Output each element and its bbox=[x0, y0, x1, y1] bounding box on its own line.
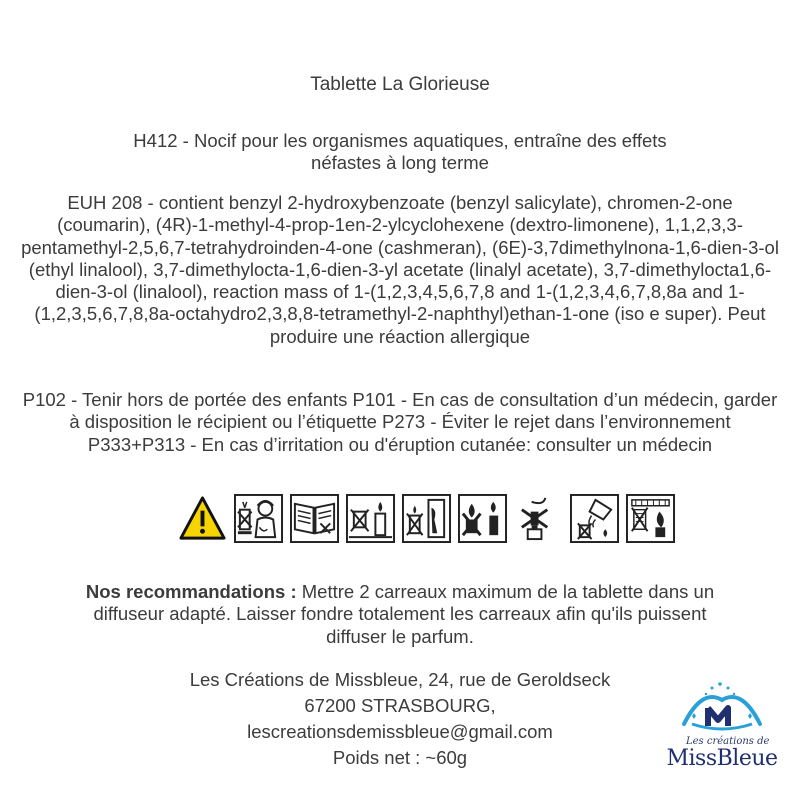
recommendations bbox=[20, 581, 780, 648]
no-open-flame-icon bbox=[346, 494, 395, 543]
no-liquid-on-flame-icon bbox=[570, 494, 619, 543]
precaution-statements: P102 - Tenir hors de portée des enfants P101 - En cas de consultation d’un médecin, garder à disposition le récipient ou l’étiquette P273 - Éviter le rejet dans l’environnement P333+P313 - En cas d’irritation ou d'éruption cutanée: consulter un médecin bbox=[22, 389, 778, 455]
no-draught-icon bbox=[514, 494, 563, 543]
logo-tagline: Les créations de bbox=[686, 736, 770, 747]
address-line-1: Les Créations de Missbleue, 24, rue de Geroldseck bbox=[189, 669, 611, 690]
do-not-leave-unattended-icon bbox=[402, 494, 451, 543]
hazard-statement: H412 - Nocif pour les organismes aquatiques, entraîne des effets néfastes à long terme bbox=[133, 130, 667, 173]
recommendations-text: Mettre 2 carreaux maximum de la tablette dans un diffuseur adapté. Laisser fondre totalement les carreaux afin qu'ils puissent diffuser le parfum. bbox=[93, 581, 715, 647]
no-flammable-objects-icon bbox=[626, 494, 675, 543]
net-weight: Poids net : ~60g bbox=[332, 747, 468, 768]
no-combustion-near-candle-icon bbox=[458, 494, 507, 543]
euh-statement: EUH 208 - contient benzyl 2-hydroxybenzoate (benzyl salicylate), chromen-2-one (coumarin), (4R)-1-methyl-4-prop-1en-2-ylcyclohexene (dextro-limonene), 1,1,2,3,3-pentamethyl-2,5,6,7-tetrahydroinden-4-one (cashmeran), (6E)-3,7dimethylnona-1,6-dien-3-ol (ethyl linalool), 3,7-dimethylocta-1,6-dien-3-yl acetate (linalyl acetate), 3,7-dimethylocta1,6-dien-3-ol (linalool), reaction mass of 1-(1,2,3,4,5,6,7,8 and 1-(1,2,3,4,6,7,8,8a and 1-(1,2,3,5,6,7,8,8a-octahydro2,3,8,8-tetramethyl-2-naphthyl)ethan-1-one (iso e super). Peut produire une réaction allergique bbox=[21, 192, 779, 347]
brand-logo bbox=[662, 678, 782, 778]
warning-triangle-icon bbox=[178, 494, 227, 543]
recommendations-label: Nos recommandations : bbox=[85, 581, 297, 602]
logo-brand: MissBleue bbox=[666, 746, 778, 771]
read-instructions-icon bbox=[290, 494, 339, 543]
product-title: Tablette La Glorieuse bbox=[310, 74, 490, 95]
email-address[interactable]: lescreationsdemissbleue@gmail.com bbox=[247, 721, 553, 742]
keep-away-from-children-icon bbox=[234, 494, 283, 543]
safety-pictograms bbox=[178, 494, 618, 546]
address-line-2: 67200 STRASBOURG, bbox=[304, 695, 496, 716]
